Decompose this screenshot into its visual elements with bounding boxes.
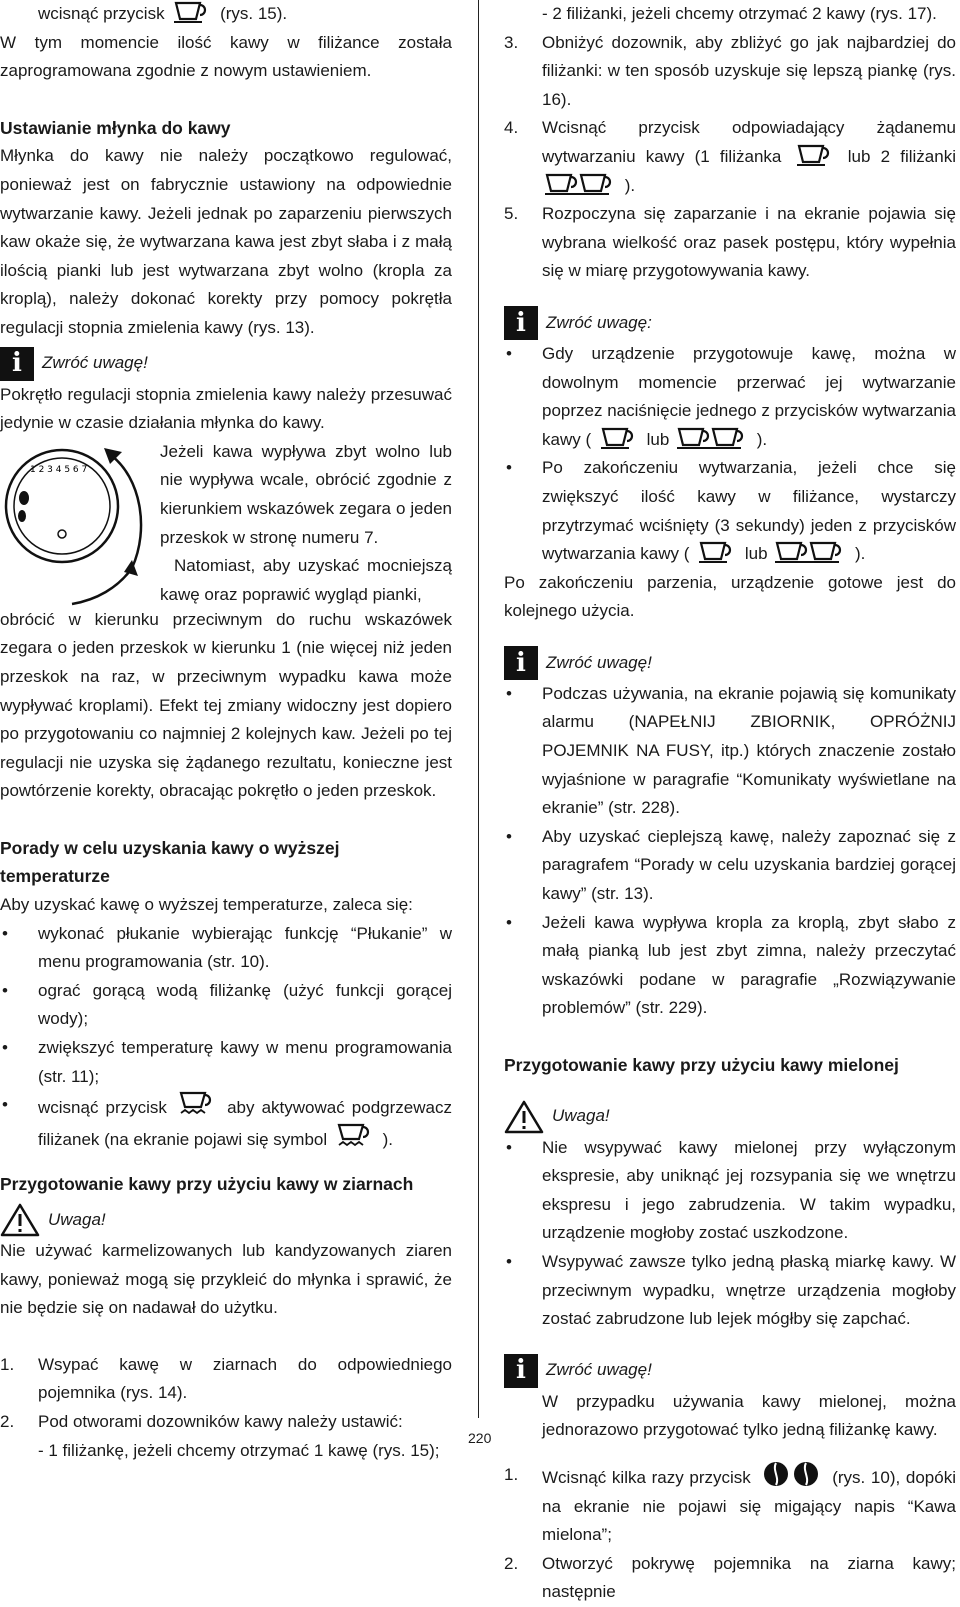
note-4-text: W przypadku używania kawy mielonej, można jednorazowo przygotować tylko jedną filiżankę kawy. [542, 1391, 956, 1440]
page-number: 220 [468, 1430, 492, 1446]
warning-2: Uwaga! [504, 1100, 956, 1134]
two-cups-icon [677, 427, 749, 449]
note-3: i Zwróć uwagę! [504, 646, 956, 680]
dial-paragraph-3: obrócić w kierunku przeciwnym do ruchu wskazówek zegara o jeden przeskok w kierunku 1 (nie więcej niż jeden przeskok na raz, w przeciwnym wypadku kawa może wypływać kroplami). Efekt tej zmiany widoczny jest dopiero po przygotowaniu co najmniej 2 kolejnych kaw. Jeżeli po tej regulacji nie uzyska się żądanego rezultatu, konieczne jest powtórzenie korekty, obracając pokrętło o jeden przeskok. [0, 609, 452, 801]
dial-section [0, 438, 452, 606]
beans-icon [760, 1461, 824, 1487]
cup-icon [697, 541, 737, 563]
temperature-intro: Aby uzyskać kawę o wyższej temperaturze, zaleca się: [0, 895, 413, 915]
note-2: i Zwróć uwagę: [504, 306, 956, 340]
two-cups-icon [775, 541, 847, 563]
beans-heading: Przygotowanie kawy przy użyciu kawy w ziarnach [0, 1174, 414, 1195]
svg-text:1 2 3 4 5 6 7: 1 2 3 4 5 6 7 [30, 464, 88, 475]
left-column [0, 0, 452, 1465]
list-item: • Wsypywać zawsze tylko jedną płaską miarkę kawy. W przeciwnym wypadku, wnętrze urządzenia mogłoby zostać zabrudzone lub lejek mógłby się zapchać. [504, 1248, 956, 1334]
note-4: i Zwróć uwagę! [504, 1354, 956, 1388]
ground-coffee-heading: Przygotowanie kawy przy użyciu kawy mielonej [504, 1055, 899, 1075]
ground-steps [504, 1461, 956, 1607]
note-1-text: Pokrętło regulacji stopnia zmielenia kawy należy przesuwać jedynie w czasie działania młynka do kawy. [0, 384, 452, 433]
list-item: 2. Otworzyć pokrywę pojemnika na ziarna kawy; następnie [504, 1553, 956, 1602]
list-item: 4. Wcisnąć przycisk odpowiadający żądanemu wytwarzaniu kawy (1 filiżanka lub 2 filiżanki ). [504, 118, 956, 195]
beans-steps [0, 1351, 452, 1437]
two-cups-icon [545, 173, 617, 195]
after-paragraph: Po zakończeniu parzenia, urządzenie gotowe jest do kolejnego użycia. [504, 572, 956, 621]
info-icon: i [0, 347, 34, 381]
warning-2-list [504, 1134, 956, 1334]
beans-steps-cont [504, 29, 956, 286]
cup-icon [795, 144, 835, 166]
list-item: • wykonać płukanie wybierając funkcję “Płukanie” w menu programowania (str. 10). [0, 920, 452, 977]
list-item: • wcisnąć przycisk aby aktywować podgrzewacz filiżanek (na ekranie pojawi się symbol ). [0, 1091, 452, 1154]
list-item: • ograć gorącą wodą filiżankę (użyć funkcji gorącej wody); [0, 977, 452, 1034]
intro-paragraph: W tym momencie ilość kawy w filiżance została zaprogramowana zgodnie z nowym ustawieniem. [0, 32, 452, 81]
info-icon: i [504, 306, 538, 340]
cup-warmer-icon [177, 1091, 217, 1117]
temperature-list [0, 920, 452, 1155]
step-2-sub-2: - 2 filiżanki, jeżeli chcemy otrzymać 2 kawy (rys. 17). [542, 4, 937, 23]
list-item: 1. Wcisnąć kilka razy przycisk (rys. 10), dopóki na ekranie nie pojawi się migający napis “Kawa mielona”; [504, 1461, 956, 1550]
list-item: • Podczas używania, na ekranie pojawią się komunikaty alarmu (NAPEŁNIJ ZBIORNIK, OPRÓŻNIJ POJEMNIK NA FUSY, itp.) których znaczenie zostało wyjaśnione w paragrafie “Komunikaty wyświetlane na ekranie” (str. 228). [504, 680, 956, 823]
intro-line: wcisnąć przycisk (rys. 15). [0, 0, 452, 29]
note-2-list [504, 340, 956, 569]
list-item: 1. Wsypać kawę w ziarnach do odpowiedniego pojemnika (rys. 14). [0, 1354, 452, 1403]
info-icon: i [504, 646, 538, 680]
warning-icon [504, 1100, 544, 1134]
right-column [504, 0, 956, 1607]
cup-warmer-icon [335, 1123, 375, 1149]
list-item: • Jeżeli kawa wypływa kropla za kroplą, zbyt słabo z małą pianką lub jest zbyt zimna, należy przeczytać wskazówki podane w paragrafie „Rozwiązywanie problemów” (str. 229). [504, 909, 956, 1023]
warning-1: Uwaga! [0, 1203, 452, 1237]
step-2-sub-1: - 1 filiżankę, jeżeli chcemy otrzymać 1 kawę (rys. 15); [38, 1440, 440, 1460]
list-item: • zwiększyć temperaturę kawy w menu programowania (str. 11); [0, 1034, 452, 1091]
cup-icon [172, 1, 212, 23]
grinder-paragraph: Młynka do kawy nie należy początkowo regulować, ponieważ jest on fabrycznie ustawiony na odpowiednie wytwarzanie kawy. Jeżeli jednak po zaparzeniu pierwszych kaw okaże się, że wytwarzana kawa jest zbyt słaba i z małą ilością pianki lub jest wytwarzana zbyt wolno (kropla za kroplą), należy dokonać korekty przy pomocy pokrętła regulacji stopnia zmielenia kawy (rys. 13). [0, 146, 452, 337]
list-item: • Nie wsypywać kawy mielonej przy wyłączonym ekspresie, aby uniknąć jej rozsypania się we wnętrzu ekspresu i jego zabrudzenia. W takim wypadku, urządzenie mogłoby zostać uszkodzone. [504, 1134, 956, 1248]
temperature-heading: Porady w celu uzyskania kawy o wyższej temperaturze [0, 837, 340, 887]
cup-icon [599, 427, 639, 449]
warning-icon [0, 1203, 40, 1237]
list-item: • Gdy urządzenie przygotowuje kawę, można w dowolnym momencie przerwać jej wytwarzanie poprzez naciśnięcie jednego z przycisków wytwarzania kawy ( lub ). [504, 340, 956, 454]
list-item: 2. Pod otworami dozowników kawy należy ustawić: [0, 1411, 403, 1431]
list-item: • Po zakończeniu wytwarzania, jeżeli chce się zwiększyć ilość kawy w filiżance, wystarczy przytrzymać wciśnięty (3 sekundy) jeden z przycisków wytwarzania kawy ( lub ). [504, 454, 956, 568]
column-divider [478, 0, 479, 1418]
dial-paragraph-2: Natomiast, aby uzyskać mocniejszą kawę oraz poprawić wygląd pianki, [160, 556, 452, 604]
warning-1-text: Nie używać karmelizowanych lub kandyzowanych ziaren kawy, ponieważ mogą się przykleić do młynka i sprawić, że nie będzie się on nadawał do użytku. [0, 1241, 452, 1318]
dial-paragraph-1: Jeżeli kawa wypływa zbyt wolno lub nie wypływa wcale, obrócić zgodnie z kierunkiem wskazówek zegara o jeden przeskok w stronę numeru 7. [160, 441, 452, 547]
grinder-heading: Ustawianie młynka do kawy [0, 117, 231, 138]
info-icon: i [504, 1354, 538, 1388]
note-3-list [504, 680, 956, 1023]
list-item: 3. Obniżyć dozownik, aby zbliżyć go jak najbardziej do filiżanki: w ten sposób uzyskuje się lepszą piankę (rys. 16). [504, 32, 956, 109]
list-item: • Aby uzyskać cieplejszą kawę, należy zapoznać się z paragrafem “Porady w celu uzyskania bardziej gorącej kawy” (str. 13). [504, 823, 956, 909]
note-1: i Zwróć uwagę! [0, 347, 452, 381]
list-item: 5. Rozpoczyna się zaparzanie i na ekranie pojawia się wybrana wielkość oraz pasek postępu, który wypełnia się w miarę przygotowywania kawy. [504, 204, 956, 281]
grinder-dial-icon [0, 438, 152, 606]
